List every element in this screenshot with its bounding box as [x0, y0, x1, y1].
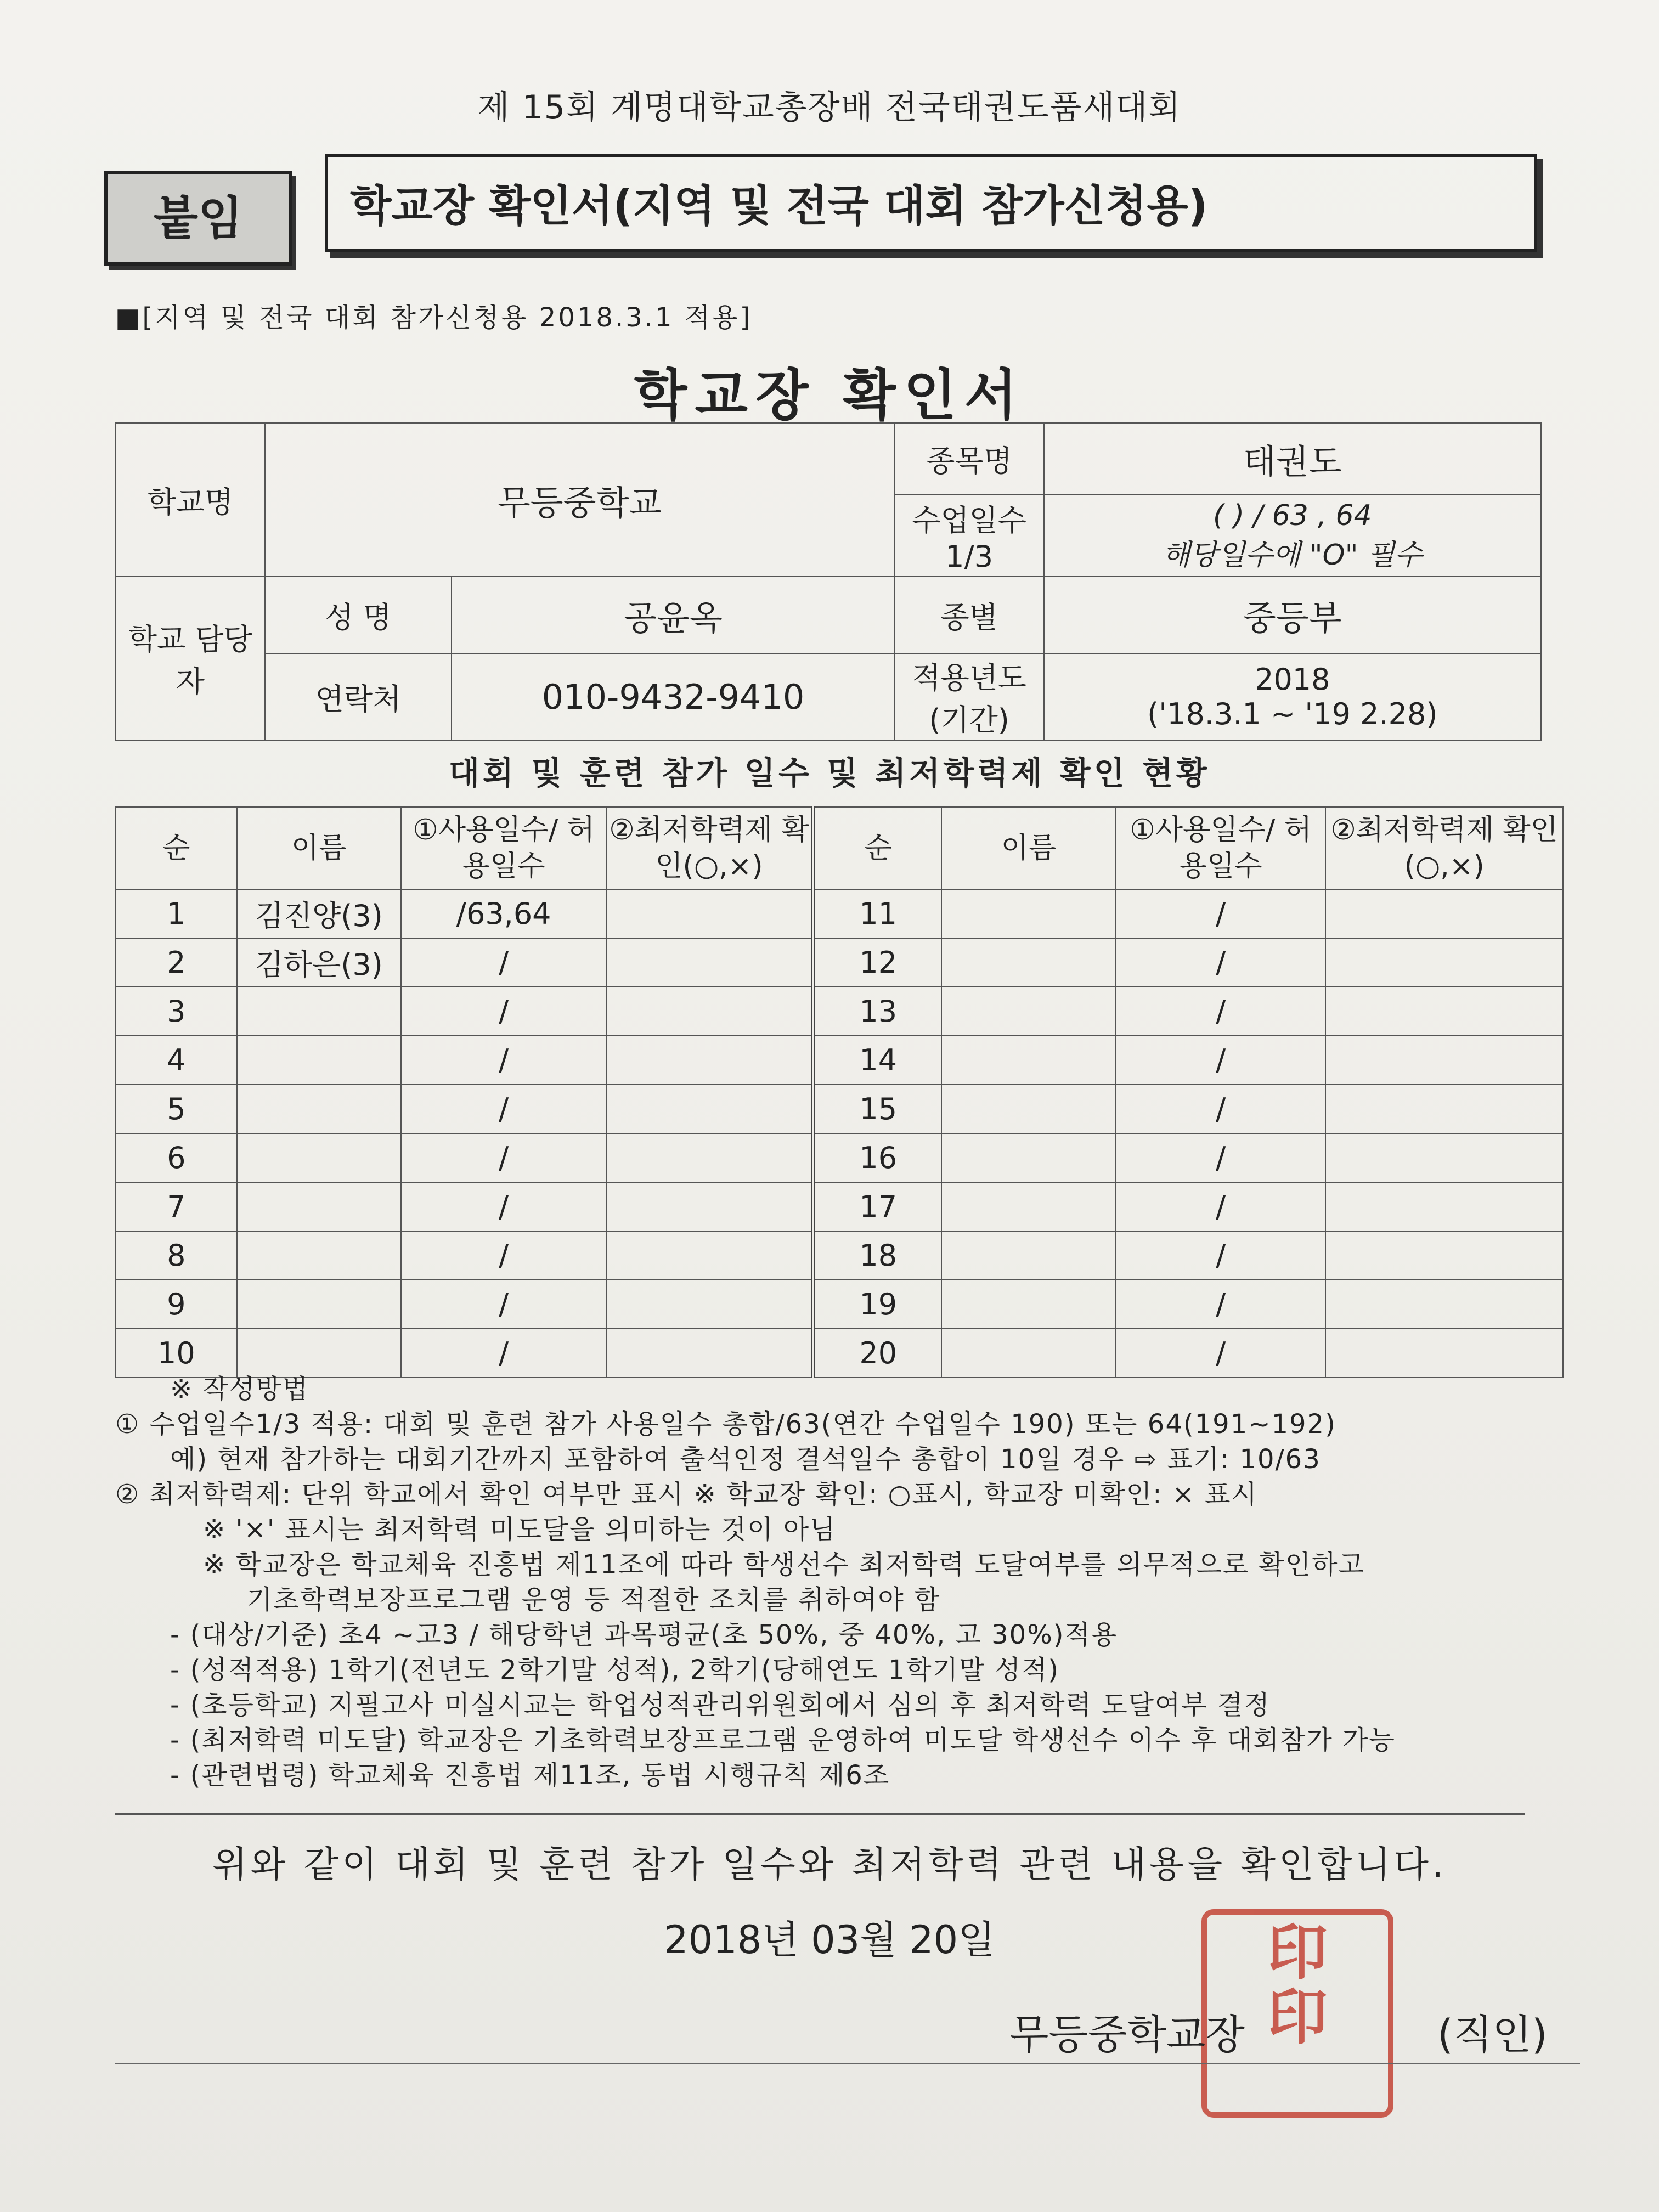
col-days-right: ①사용일수/ 허용일수 — [1116, 807, 1325, 889]
row-check — [606, 1280, 813, 1329]
row-no: 10 — [116, 1329, 237, 1378]
principal-signature: 무등중학교장 — [1009, 2011, 1245, 2058]
row-days: / — [401, 1133, 607, 1182]
row-days: / — [1116, 889, 1325, 938]
row-name — [941, 1036, 1116, 1085]
manager-name-value: 공윤옥 — [452, 577, 894, 653]
attachment-badge: 붙임 — [104, 171, 292, 266]
col-name-left: 이름 — [237, 807, 401, 889]
manager-name-label: 성 명 — [265, 577, 452, 653]
row-name: 김진양(3) — [237, 889, 401, 938]
event-title: 제 15회 계명대학교총장배 전국태권도품새대회 — [477, 88, 1182, 127]
row-days: / — [1116, 1280, 1325, 1329]
row-no: 7 — [116, 1182, 237, 1231]
divider — [115, 1813, 1525, 1815]
manager-label: 학교 담당자 — [116, 577, 265, 740]
table-row — [116, 1329, 1563, 1378]
class-days-note: 해당일수에 "O" 필수 — [1163, 539, 1423, 572]
row-no: 11 — [813, 889, 941, 938]
class-days-value: ( ) / 63 , 64 — [1213, 499, 1372, 532]
row-days: / — [1116, 1329, 1325, 1378]
detail-4: - (최저학력 미도달) 학교장은 기초학력보장프로그램 운영하여 미도달 학생선수 이수 후 대회참가 가능 — [170, 1725, 1396, 1756]
instruction-note-1: ※ '×' 표시는 최저학력 미도달을 의미하는 것이 아님 — [203, 1514, 837, 1545]
row-check — [1325, 1036, 1563, 1085]
row-name — [237, 1329, 401, 1378]
row-no: 3 — [116, 987, 237, 1036]
school-name-label: 학교명 — [116, 423, 265, 577]
table-row — [116, 1085, 1563, 1133]
form-title-box: 학교장 확인서(지역 및 전국 대회 참가신청용) — [325, 154, 1537, 252]
row-check — [606, 1085, 813, 1133]
row-check — [1325, 1329, 1563, 1378]
row-name — [941, 889, 1116, 938]
row-name — [941, 1182, 1116, 1231]
table-row — [116, 938, 1563, 987]
row-name — [941, 1329, 1116, 1378]
list-section-title: 대회 및 훈련 참가 일수 및 최저학력제 확인 현황 — [448, 754, 1211, 792]
row-name — [941, 1085, 1116, 1133]
row-name — [941, 1133, 1116, 1182]
instructions-block — [115, 1372, 1575, 1793]
row-days: / — [401, 938, 607, 987]
table-row — [116, 1231, 1563, 1280]
row-name: 김하은(3) — [237, 938, 401, 987]
row-no: 2 — [116, 938, 237, 987]
row-check — [606, 1231, 813, 1280]
division-value: 중등부 — [1044, 577, 1541, 653]
detail-2: - (성적적용) 1학기(전년도 2학기말 성적), 2학기(당해연도 1학기말 성적) — [170, 1655, 1060, 1685]
table-row — [116, 889, 1563, 938]
seal-label: (직인) — [1437, 2011, 1548, 2058]
instruction-2: ② 최저학력제: 단위 학교에서 확인 여부만 표시 ※ 학교장 확인: ○표시, 학교장 미확인: × 표시 — [115, 1479, 1258, 1510]
table-header-row — [116, 807, 1563, 889]
row-no: 12 — [813, 938, 941, 987]
row-check — [606, 889, 813, 938]
application-note: ■[지역 및 전국 대회 참가신청용 2018.3.1 적용] — [115, 302, 753, 333]
seal-glyph: 印 — [1267, 1982, 1328, 2052]
table-row — [116, 1280, 1563, 1329]
school-info-table — [115, 422, 1542, 741]
detail-1: - (대상/기준) 초4 ~고3 / 해당학년 과목평균(초 50%, 중 40%, 고 30%)적용 — [170, 1620, 1118, 1650]
bottom-divider — [115, 2063, 1580, 2064]
event-label: 종목명 — [895, 423, 1044, 494]
row-no: 18 — [813, 1231, 941, 1280]
row-no: 1 — [116, 889, 237, 938]
detail-5: - (관련법령) 학교체육 진흥법 제11조, 동법 시행규칙 제6조 — [170, 1760, 890, 1791]
row-no: 13 — [813, 987, 941, 1036]
row-name — [237, 1133, 401, 1182]
row-no: 19 — [813, 1280, 941, 1329]
row-no: 6 — [116, 1133, 237, 1182]
row-days: / — [1116, 1231, 1325, 1280]
contact-value: 010-9432-9410 — [452, 653, 894, 740]
row-days: / — [1116, 938, 1325, 987]
document-title: 학교장 확인서 — [634, 363, 1025, 427]
row-check — [606, 1329, 813, 1378]
class-days-cell — [1044, 494, 1541, 577]
year-label: 적용년도 (기간) — [895, 653, 1044, 740]
row-check — [1325, 889, 1563, 938]
division-label: 종별 — [895, 577, 1044, 653]
col-days-left: ①사용일수/ 허용일수 — [401, 807, 607, 889]
row-days: /63,64 — [401, 889, 607, 938]
row-days: / — [401, 1036, 607, 1085]
participant-table — [115, 806, 1564, 1378]
instruction-1: ① 수업일수1/3 적용: 대회 및 훈련 참가 사용일수 총합/63(연간 수업일수 190) 또는 64(191~192) — [115, 1409, 1336, 1440]
row-days: / — [401, 1085, 607, 1133]
row-check — [1325, 1182, 1563, 1231]
detail-3: - (초등학교) 지필고사 미실시교는 학업성적관리위원회에서 심의 후 최저학력 도달여부 결정 — [170, 1690, 1271, 1720]
row-name — [941, 938, 1116, 987]
table-row — [116, 1133, 1563, 1182]
class-days-label: 수업일수 1/3 — [895, 494, 1044, 577]
row-check — [606, 987, 813, 1036]
row-no: 14 — [813, 1036, 941, 1085]
row-check — [606, 1133, 813, 1182]
instructions-heading: ※ 작성방법 — [170, 1374, 309, 1404]
table-row — [116, 987, 1563, 1036]
instruction-note-2: ※ 학교장은 학교체육 진흥법 제11조에 따라 학생선수 최저학력 도달여부를 의무적으로 확인하고 — [203, 1549, 1365, 1580]
row-check — [606, 1036, 813, 1085]
row-days: / — [401, 987, 607, 1036]
row-days: / — [1116, 1182, 1325, 1231]
row-name — [941, 1280, 1116, 1329]
row-name — [237, 1182, 401, 1231]
row-name — [941, 987, 1116, 1036]
row-no: 17 — [813, 1182, 941, 1231]
row-no: 20 — [813, 1329, 941, 1378]
table-row — [116, 1182, 1563, 1231]
instruction-1-example: 예) 현재 참가하는 대회기간까지 포함하여 출석인정 결석일수 총합이 10일 경우 ⇨ 표기: 10/63 — [170, 1444, 1321, 1475]
row-no: 8 — [116, 1231, 237, 1280]
year-cell — [1044, 653, 1541, 740]
row-days: / — [401, 1231, 607, 1280]
row-name — [237, 1085, 401, 1133]
col-check-right: ②최저학력제 확인(○,×) — [1325, 807, 1563, 889]
row-days: / — [401, 1329, 607, 1378]
row-name — [237, 1231, 401, 1280]
col-name-right: 이름 — [941, 807, 1116, 889]
issue-date: 2018년 03월 20일 — [664, 1917, 995, 1962]
period-value: ('18.3.1 ~ '19 2.28) — [1147, 697, 1438, 731]
row-no: 16 — [813, 1133, 941, 1182]
row-days: / — [1116, 987, 1325, 1036]
row-check — [1325, 987, 1563, 1036]
row-no: 5 — [116, 1085, 237, 1133]
row-name — [237, 1280, 401, 1329]
event-value: 태권도 — [1044, 423, 1541, 494]
col-no-left: 순 — [116, 807, 237, 889]
row-days: / — [1116, 1085, 1325, 1133]
instruction-note-2b: 기초학력보장프로그램 운영 등 적절한 조치를 취하여야 함 — [247, 1584, 941, 1615]
row-days: / — [401, 1182, 607, 1231]
row-days: / — [401, 1280, 607, 1329]
contact-label: 연락처 — [265, 653, 452, 740]
row-name — [237, 1036, 401, 1085]
row-name — [237, 987, 401, 1036]
row-name — [941, 1231, 1116, 1280]
confirmation-statement: 위와 같이 대회 및 훈련 참가 일수와 최저학력 관련 내용을 확인합니다. — [212, 1843, 1447, 1886]
col-no-right: 순 — [813, 807, 941, 889]
school-name-value: 무등중학교 — [265, 423, 895, 577]
row-check — [1325, 938, 1563, 987]
row-check — [1325, 1085, 1563, 1133]
row-days: / — [1116, 1036, 1325, 1085]
col-check-left: ②최저학력제 확인(○,×) — [606, 807, 813, 889]
row-days: / — [1116, 1133, 1325, 1182]
row-no: 9 — [116, 1280, 237, 1329]
row-check — [606, 1182, 813, 1231]
row-check — [606, 938, 813, 987]
seal-glyph: 印 — [1267, 1917, 1328, 1988]
table-row — [116, 1036, 1563, 1085]
row-check — [1325, 1280, 1563, 1329]
row-check — [1325, 1231, 1563, 1280]
row-no: 15 — [813, 1085, 941, 1133]
row-no: 4 — [116, 1036, 237, 1085]
row-check — [1325, 1133, 1563, 1182]
year-value: 2018 — [1255, 662, 1330, 697]
